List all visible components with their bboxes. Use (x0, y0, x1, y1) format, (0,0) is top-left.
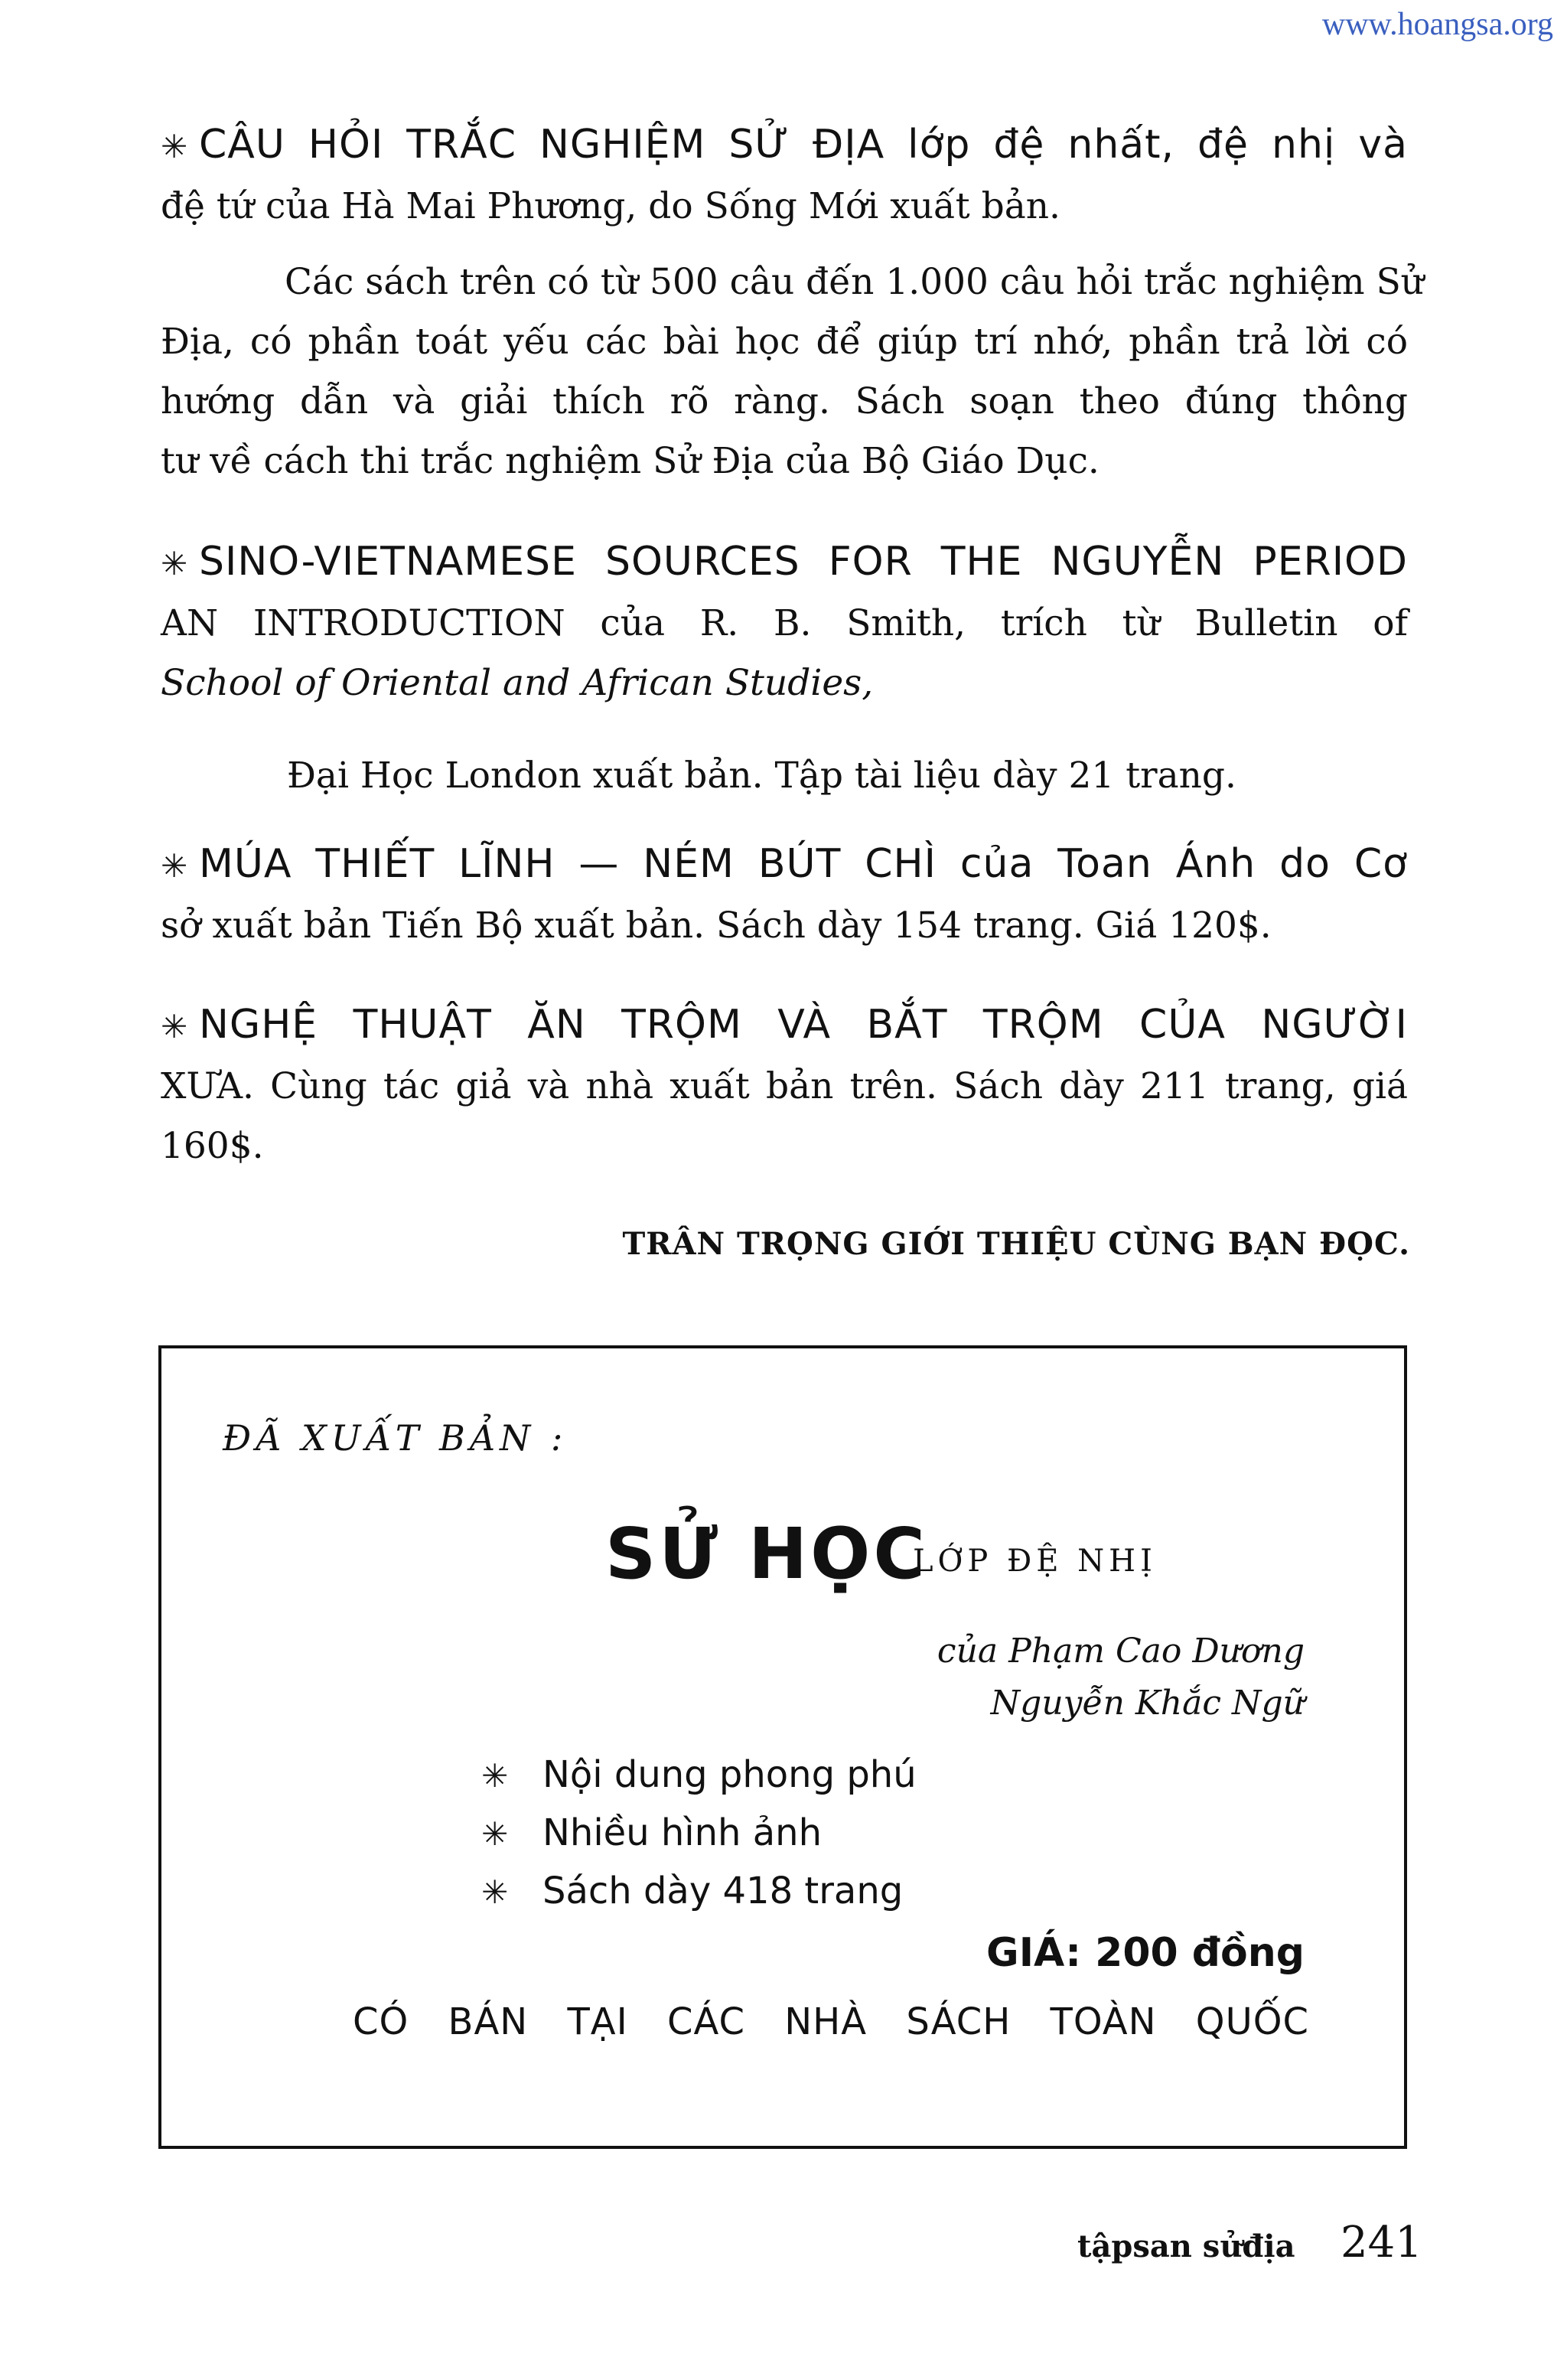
entry-line: đệ tứ của Hà Mai Phương, do Sống Mới xuất bản. (161, 185, 1060, 227)
list-item: ✳ Sách dày 418 trang (481, 1863, 917, 1921)
book-author-line: Nguyễn Khắc Ngữ (990, 1684, 1305, 1723)
entry-trac-nghiem (161, 115, 1408, 236)
book-author-line: của Phạm Cao Dương (937, 1632, 1305, 1671)
star-bullet-icon: ✳ (481, 1873, 509, 1911)
entry-line: XƯA. Cùng tác giả và nhà xuất bản trên. Sách dày 211 trang, giá (161, 1065, 1408, 1107)
entry-line: School of Oriental and African Studies, (161, 662, 874, 704)
feature-list (481, 1746, 917, 1921)
footer-magazine-name: tậpsan sửđịa (1077, 2228, 1295, 2264)
book-price: GIÁ: 200 đồng (986, 1930, 1305, 1976)
paragraph-line: hướng dẫn và giải thích rõ ràng. Sách soạn theo đúng thông (161, 380, 1408, 422)
entry-nghe-thuat (161, 995, 1408, 1176)
star-bullet-icon: ✳ (161, 128, 188, 165)
star-bullet-icon: ✳ (161, 545, 188, 582)
page-number: 241 (1341, 2218, 1422, 2268)
entry-heading-line: ✳ NGHỆ THUẬT ĂN TRỘM VÀ BẮT TRỘM CỦA NGƯỜI (161, 995, 1408, 1057)
entry-line: 160$. (161, 1125, 264, 1167)
paragraph-line: Địa, có phần toát yếu các bài học để giúp trí nhớ, phần trả lời có (161, 321, 1408, 363)
list-item: ✳ Nhiều hình ảnh (481, 1805, 917, 1863)
entry-heading-line: ✳ SINO-VIETNAMESE SOURCES FOR THE NGUYỄN PERIOD (161, 532, 1408, 594)
signoff-text: TRÂN TRỌNG GIỚI THIỆU CÙNG BẠN ĐỌC. (622, 1226, 1410, 1262)
entry-heading-line: ✳ CÂU HỎI TRẮC NGHIỆM SỬ ĐỊA lớp đệ nhất, đệ nhị và (161, 115, 1408, 177)
star-bullet-icon: ✳ (481, 1815, 509, 1853)
entry-mua-thiet-linh (161, 834, 1408, 956)
published-label: ĐÃ XUẤT BẢN : (223, 1417, 568, 1459)
entry-line: AN INTRODUCTION của R. B. Smith, trích từ Bulletin of (161, 602, 1408, 644)
sold-at-text: CÓ BÁN TẠI CÁC NHÀ SÁCH TOÀN QUỐC (353, 2000, 1309, 2043)
book-level: LỚP ĐỆ NHỊ (913, 1544, 1157, 1579)
entry-paragraph (161, 253, 1425, 491)
entry-sino-vietnamese (161, 532, 1408, 713)
star-bullet-icon: ✳ (481, 1757, 509, 1795)
paragraph-line: tư về cách thi trắc nghiệm Sử Địa của Bộ Giáo Dục. (161, 440, 1100, 482)
list-item: ✳ Nội dung phong phú (481, 1746, 917, 1805)
paragraph-line: Các sách trên có từ 500 câu đến 1.000 câu hỏi trắc nghiệm Sử (285, 261, 1425, 303)
book-advertisement-box (158, 1345, 1407, 2149)
star-bullet-icon: ✳ (161, 1008, 188, 1045)
paragraph-line: Đại Học London xuất bản. Tập tài liệu dày 21 trang. (287, 755, 1236, 797)
watermark-url[interactable]: www.hoangsa.org (1321, 7, 1553, 42)
star-bullet-icon: ✳ (161, 847, 188, 885)
entry-paragraph (161, 746, 1408, 806)
entry-line: sở xuất bản Tiến Bộ xuất bản. Sách dày 154 trang. Giá 120$. (161, 905, 1272, 947)
entry-heading-line: ✳ MÚA THIẾT LĨNH — NÉM BÚT CHÌ của Toan Ánh do Cơ (161, 834, 1408, 896)
book-title: SỬ HỌC (605, 1513, 928, 1595)
